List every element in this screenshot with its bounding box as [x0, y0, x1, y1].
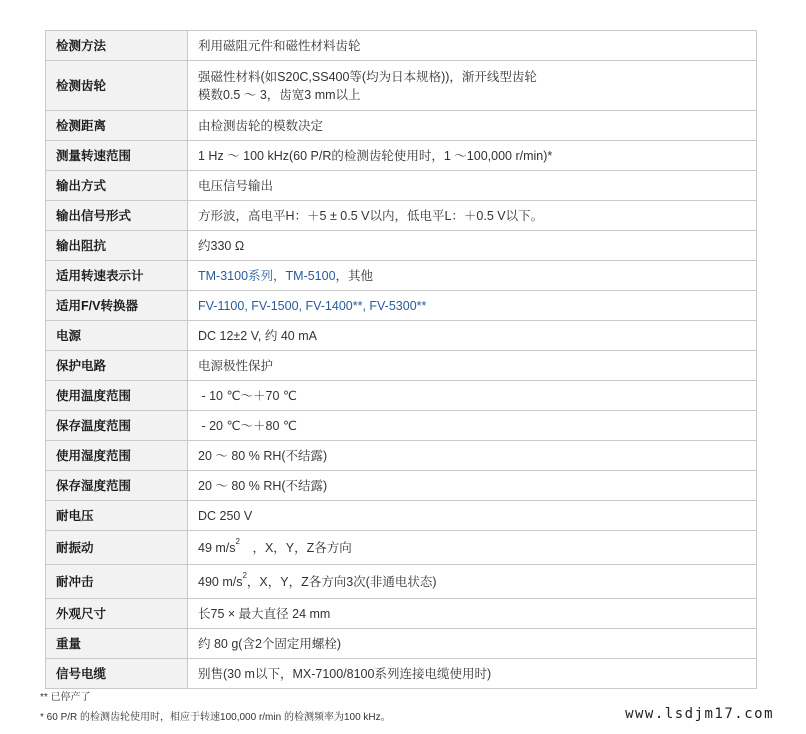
row-value: 利用磁阻元件和磁性材料齿轮 — [188, 31, 757, 61]
table-row — [46, 231, 757, 261]
table-row — [46, 565, 757, 599]
row-label: 电源 — [46, 321, 188, 351]
table-row — [46, 291, 757, 321]
row-value-line-2: 模数0.5 ～ 3，齿宽3 mm以上 — [198, 87, 361, 102]
row-label: 保存温度范围 — [46, 411, 188, 441]
table-row — [46, 201, 757, 231]
table-row — [46, 351, 757, 381]
row-label: 检测距离 — [46, 111, 188, 141]
row-label: 测量转速范围 — [46, 141, 188, 171]
value-text-after: ，X，Y，Z各方向 — [239, 540, 352, 555]
row-label: 输出阻抗 — [46, 231, 188, 261]
row-value — [188, 261, 757, 291]
row-label: 重量 — [46, 629, 188, 659]
row-value: 约330 Ω — [188, 231, 757, 261]
row-label: 耐冲击 — [46, 565, 188, 599]
table-row — [46, 441, 757, 471]
row-value: DC 250 V — [188, 501, 757, 531]
row-value — [188, 531, 757, 565]
row-label: 外观尺寸 — [46, 599, 188, 629]
discontinued-note: ** 已停产了 — [40, 692, 91, 703]
row-value: 20 ～ 80 % RH(不结露) — [188, 441, 757, 471]
table-row — [46, 471, 757, 501]
frequency-footnote: * 60 P/R 的检测齿轮使用时，相应于转速100,000 r/min 的检测频率为100 kHz。 — [40, 712, 391, 723]
footnotes — [40, 688, 391, 728]
row-label: 输出信号形式 — [46, 201, 188, 231]
row-value-suffix: ，其他 — [335, 268, 374, 283]
table-row — [46, 501, 757, 531]
table-row — [46, 629, 757, 659]
superscript: 2 — [235, 537, 240, 547]
row-label: 信号电缆 — [46, 659, 188, 689]
row-label: 输出方式 — [46, 171, 188, 201]
spec-table-container — [45, 30, 756, 689]
table-row — [46, 31, 757, 61]
table-row — [46, 321, 757, 351]
row-value: 由检测齿轮的模数决定 — [188, 111, 757, 141]
watermark: www.lsdjm17.com — [625, 706, 774, 722]
row-value: DC 12±2 V, 约 40 mA — [188, 321, 757, 351]
row-label: 使用湿度范围 — [46, 441, 188, 471]
row-value: 电压信号输出 — [188, 171, 757, 201]
value-text-after: ，X，Y，Z各方向3次(非通电状态) — [246, 574, 437, 589]
table-row — [46, 411, 757, 441]
row-value — [188, 61, 757, 111]
table-row — [46, 141, 757, 171]
row-label: 耐电压 — [46, 501, 188, 531]
row-value: 1 Hz ～ 100 kHz(60 P/R的检测齿轮使用时，1 ～100,000 r/min)* — [188, 141, 757, 171]
row-label: 适用转速表示计 — [46, 261, 188, 291]
row-label: 检测方法 — [46, 31, 188, 61]
row-value — [188, 565, 757, 599]
row-value-line-1: 强磁性材料(如S20C,SS400等(均为日本规格))，渐开线型齿轮 — [198, 69, 537, 84]
spec-table — [45, 30, 757, 689]
table-row — [46, 599, 757, 629]
table-row — [46, 531, 757, 565]
row-label: 检测齿轮 — [46, 61, 188, 111]
row-value: 长75 × 最大直径 24 mm — [188, 599, 757, 629]
tachometer-link[interactable]: TM-3100系列，TM-5100 — [198, 268, 336, 283]
row-value: - 20 ℃～＋80 ℃ — [188, 411, 757, 441]
superscript: 2 — [242, 571, 247, 581]
row-value: 约 80 g(含2个固定用螺栓) — [188, 629, 757, 659]
fv-converter-link[interactable]: FV-1100, FV-1500, FV-1400**, FV-5300** — [198, 298, 427, 313]
table-row — [46, 659, 757, 689]
row-label: 保护电路 — [46, 351, 188, 381]
row-label: 使用温度范围 — [46, 381, 188, 411]
table-row — [46, 261, 757, 291]
table-row — [46, 61, 757, 111]
row-label: 耐振动 — [46, 531, 188, 565]
row-value: - 10 ℃～＋70 ℃ — [188, 381, 757, 411]
value-text: 49 m/s — [198, 540, 236, 555]
row-value: 别售(30 m以下，MX-7100/8100系列连接电缆使用时) — [188, 659, 757, 689]
table-row — [46, 111, 757, 141]
row-value — [188, 291, 757, 321]
table-row — [46, 381, 757, 411]
row-label: 适用F/V转换器 — [46, 291, 188, 321]
value-text: 490 m/s — [198, 574, 243, 589]
table-row — [46, 171, 757, 201]
row-value: 电源极性保护 — [188, 351, 757, 381]
row-value: 方形波，高电平H：＋5 ± 0.5 V以内，低电平L：＋0.5 V以下。 — [188, 201, 757, 231]
row-value: 20 ～ 80 % RH(不结露) — [188, 471, 757, 501]
row-label: 保存湿度范围 — [46, 471, 188, 501]
